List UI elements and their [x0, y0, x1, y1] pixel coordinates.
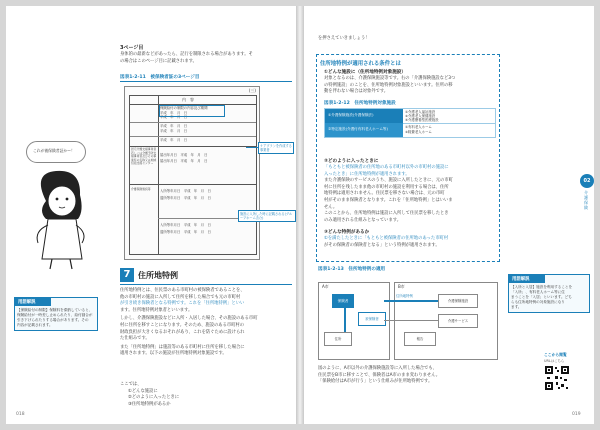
insurance-card-page3: [124, 86, 260, 260]
fig12-title: 図表1-2-12 住所地特例対象施設: [324, 101, 396, 106]
city-a-label: A市: [322, 284, 329, 289]
conditions-box-title: 住所地特例が適用される条件とは: [320, 61, 401, 67]
sublist-item: ③住所地特例があるか: [128, 401, 171, 407]
sub2-title: ②どのように入ったときに: [324, 159, 379, 164]
link-arrow: [344, 308, 346, 332]
card-row-divider: [130, 136, 256, 137]
fig13-diagram: [318, 274, 498, 360]
left-page-number: 018: [16, 412, 25, 417]
card-col-header: 内 容: [182, 97, 194, 102]
character-illustration: [26, 161, 96, 271]
facility-box: 介護保険施設: [438, 294, 478, 308]
card-row-5: 入所等年月日 平成 年 月 日 退所等年月日 平成 年 月 日: [160, 189, 211, 200]
intro-text: 身体的の最新などがあったら、記行を制限される場合があります。そ の場合はこのページ目に記載されます。: [120, 52, 253, 64]
right-term-text: 【入所と入居】施設を利用することを 「入所」、有料老人ホーム等に住 まうことを「入居」といいます。どち らも住所地特例の対象施設になり ます。: [511, 285, 573, 309]
side-tab-text: 介護保険: [584, 190, 588, 210]
sub2-block: 「もともと被保険者の住所地のある市町村以外の市町村の施設に 入ったとき」に住所地特例が適用されます。 また介護保険のサービスのうち、施設に入所したときに、元の市町 村に住所を残したまま他の市町村の施設を利用する場合は、住所 地特例は適用されません。住民票を移さない場合は、元の市町 村がそのまま保険者となります。これを「住所地特例」とはいいま せん。 このことから、住所地特例は施設に入所して住民票を移したとき のみ適用される仕組みとなっています。: [324, 165, 453, 223]
right-top-line: を押さえていきましょう！: [318, 36, 370, 41]
section-title: 住所地特例: [138, 271, 178, 280]
intro-heading: 3ページ目: [120, 45, 144, 51]
card-row-divider: [130, 184, 256, 185]
service-box: 介護サービス: [438, 314, 478, 328]
card-row-5-label: 介護保険施設等: [131, 187, 151, 191]
person-box: 被保険者: [358, 312, 386, 326]
card-row-4: 届出年月日 平成 年 月 日 届出年月日 平成 年 月 日: [160, 153, 208, 163]
fig12-divider: [403, 123, 495, 124]
callout-line: [246, 147, 258, 148]
card-row-2: 平成 年 月 日 平成 年 月 日: [160, 124, 188, 133]
figure-rule: [120, 81, 292, 82]
right-term-box: [508, 274, 590, 313]
bottom-text: 図のように、A市以外の介護保険施設等に入所した場合でも、 住民票をB市に移すことで、保険者はA市のまま変わりません。 「保険給付はA市が行う」という仕組みが住所地特例です。: [318, 366, 441, 385]
callout-care-plan: ケアプランを作成する事業者: [258, 142, 294, 154]
card-col-divider: [158, 96, 159, 254]
move-arrow: [384, 300, 438, 302]
section-rule: [120, 284, 292, 285]
move-label: 住所地特例: [396, 294, 413, 298]
card-row-6: 入所等年月日 平成 年 月 日 退所等年月日 平成 年 月 日: [160, 223, 211, 234]
sub3-title: ③どんな特例があるか: [324, 230, 370, 235]
term-box: [14, 297, 98, 331]
right-page-number: 019: [572, 412, 581, 417]
fig12-row-2-items: ①有料老人ホーム ②軽費老人ホーム: [405, 125, 432, 134]
section-number: 7: [120, 268, 134, 282]
fig12-row-1-head: ①介護保険施設(介護保険法): [325, 109, 403, 123]
card-highlight: [159, 105, 225, 117]
figure-page-num: (三): [248, 88, 256, 93]
card-row-4-label: 居宅介護支援事業者若しくは介護予防支援事業者及びその事業所の名称又は地域包括支援センター: [131, 147, 157, 166]
qr-title: ここから閲覧: [544, 352, 567, 357]
qr-subtitle: URLはこちら: [544, 359, 565, 363]
sub3-block: ①を満たしたときに「もともと被保険者の住所地のあった市町村 がその保険者の保険者となる」という特例が適用されます。: [324, 236, 449, 248]
card-row-1: 保険給付の制限の内容及び期間 平成 年 月 日 平成 年 月 日: [160, 106, 208, 120]
conditions-sub1: ①どんな施設に（住所地特例対象施設）: [324, 70, 406, 75]
fig12-row-1-items: ①介護老人福祉施設 ②介護老人保健施設 ③介護療養型医療施設: [405, 110, 439, 123]
card-table: [129, 95, 257, 255]
book-spine: [296, 6, 304, 424]
home-box: 住所: [324, 332, 352, 346]
side-tab-number[interactable]: 02: [580, 174, 594, 188]
right-term-title: 用語解説: [509, 275, 545, 283]
term-box-title: 用語解説: [15, 298, 51, 306]
speech-bubble: これが被保険者証か～！: [26, 141, 86, 163]
left-page: [6, 6, 296, 424]
section-body: 住所地特例とは、住民票のある市町村の被保険者であることを、 他の市町村の施設に入所して住所を移した場合でも元の市町村 が引き続き保険者となる特例です。これを「住所地特例」といい ます。住所地特例対象者といいます。 しかし、介護保険施設などに入所・入居した場合、その施設のある市町 村に住所を移すことになります。そのため、施設のある市町村の 財政負担が大きくなるおそれがあり、これを防ぐために設けられ た仕組みです。 また「住所地特例」は施設等のある市町村に住所を移した場合に 適用されます。以下の施設が住所地特例対象施設です。: [120, 288, 258, 357]
service-link: [384, 320, 438, 321]
city-b-label: B市: [398, 284, 405, 289]
card-header-row: [130, 96, 256, 105]
insurer-box: 保険者: [332, 294, 354, 308]
term-box-text: 【保険給付の制限】保険料を滞納していると、 保険給付が一時差し止められたり、給付割合が 引き下げられたりする場合があります。その 内容が記載されます。: [17, 308, 93, 327]
card-row-3: 平成 年 月 日: [160, 138, 188, 142]
sublist-block: ここでは、 ①どんな施設に ②どのように入ったときに ③住所地特例があるか: [120, 382, 292, 408]
sublist-item: ②どのように入ったときに: [128, 395, 180, 401]
card-row-divider: [130, 122, 256, 123]
qr-block[interactable]: [544, 352, 588, 395]
conditions-text: 対象となるのは、介護保険施設等です。右の「介護保険施設など3つ の特例施設」のことを、住所地特例対象施設といいます。住所の移 動を伴わない場合は対象外です。: [324, 76, 456, 95]
fig13-title: 図表1-2-13 住所地特例の適用: [318, 267, 386, 272]
qr-code-icon[interactable]: [544, 365, 570, 391]
figure-title: 図表1-2-11 被保険者証の3ページ目: [120, 75, 200, 80]
callout-facility: 施設に入所した時に記載される(グループホーム含む): [238, 210, 296, 222]
report-box: 報告: [404, 332, 436, 346]
right-page: [304, 6, 594, 424]
fig12-table: [324, 108, 496, 138]
sublist-item: ①どんな施設に: [128, 388, 158, 394]
fig12-row-2-head: ②特定施設(介護付有料老人ホーム等): [325, 123, 403, 137]
